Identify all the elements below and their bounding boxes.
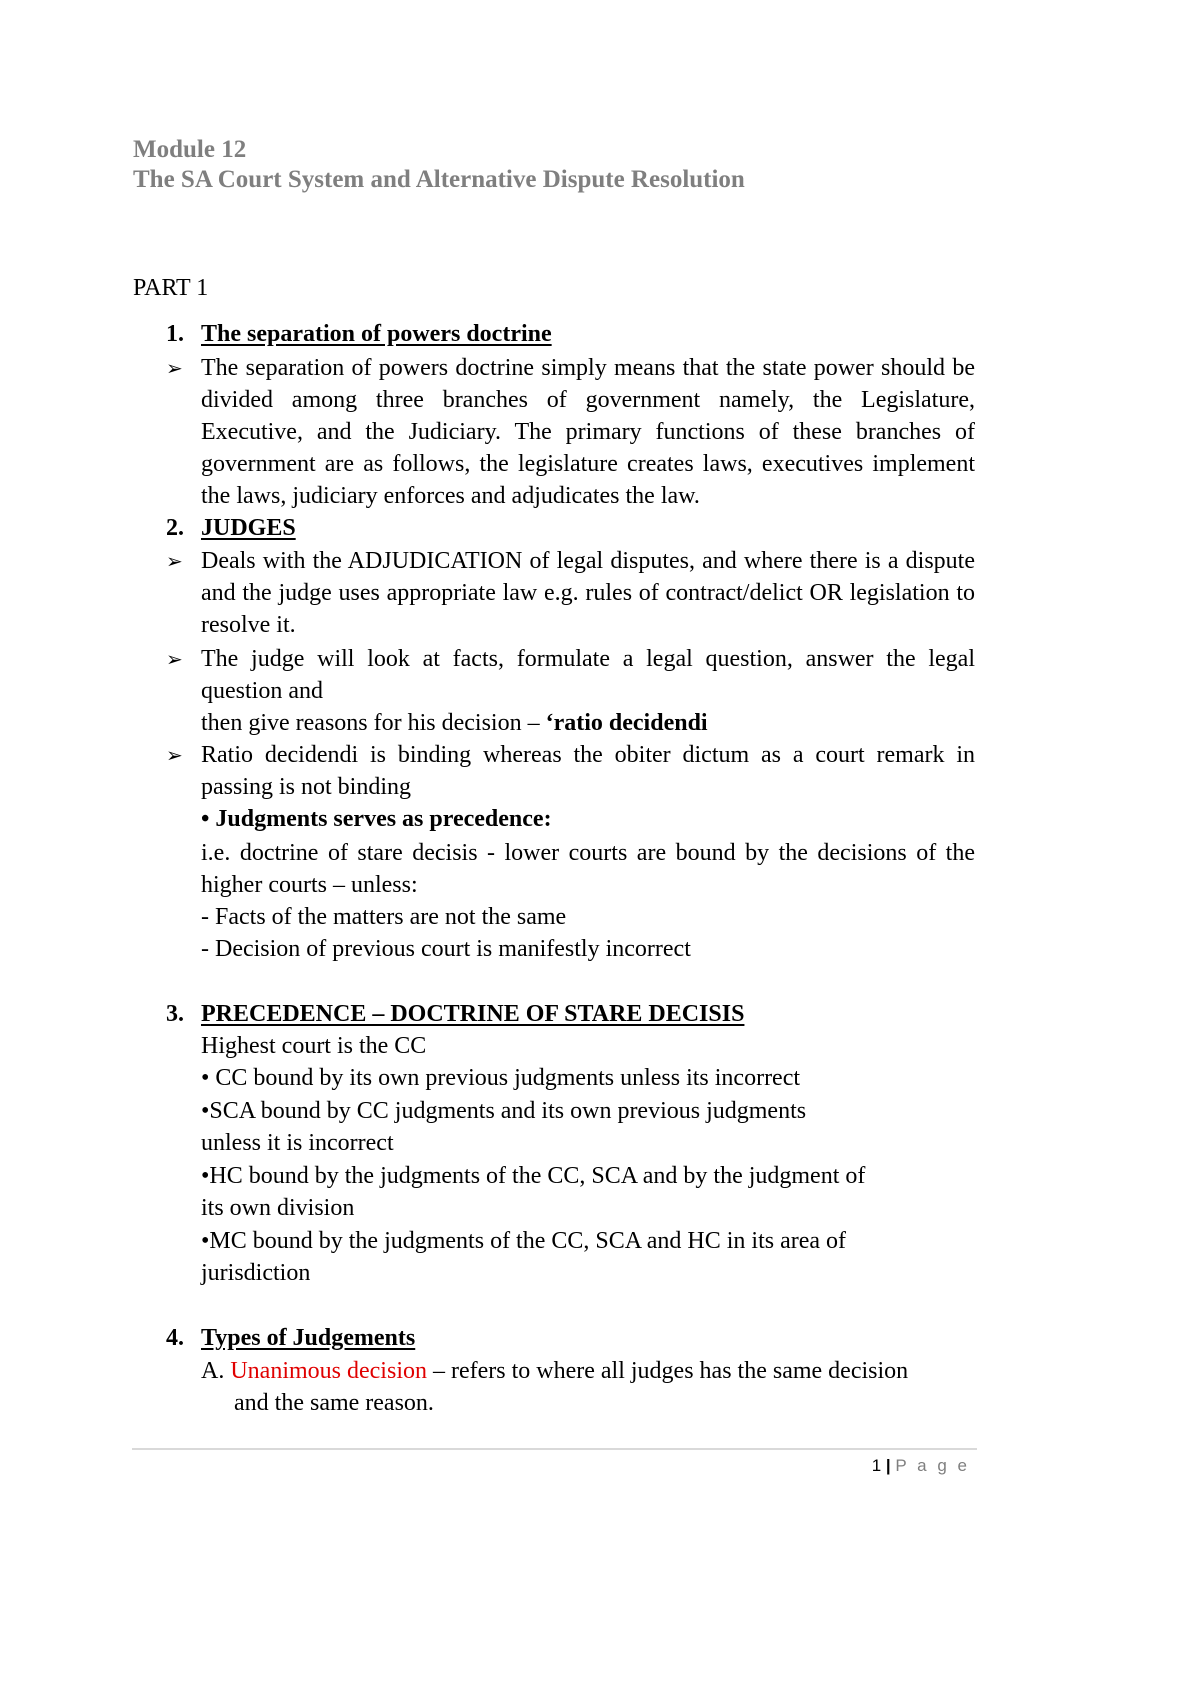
arrow-bullet-icon: ➢ [166,356,183,380]
section-heading: JUDGES [201,515,296,541]
separation-paragraph: The separation of powers doctrine simply means that the state power should be divided among three branches of government namely, the Legislature, Executive, and the Judiciary. The primary functions of these branches of government are as follows, the legislature creates laws, executives implement the laws, judiciary enforces and adjudicates the law. [201,355,975,509]
exception-item: - Decision of previous court is manifestly incorrect [201,936,691,962]
judges-bullet-1: Deals with the ADJUDICATION of legal disputes, and where there is a dispute and the judge uses appropriate law e.g. rules of contract/delict OR legislation to resolve it. [201,548,975,638]
section-number: 1. [166,321,184,347]
court-hierarchy-line: • CC bound by its own previous judgments unless its incorrect [201,1065,801,1091]
ratio-decidendi-term: ‘ratio decidendi [545,710,708,736]
section-number: 3. [166,1001,184,1027]
judgement-type-item [201,1355,908,1387]
item-description: – refers to where all judges has the same decision [426,1358,909,1384]
page-footer [872,1456,970,1476]
page-separator: | [885,1456,891,1475]
section-heading: Types of Judgements [201,1325,416,1351]
judges-bullet-2-continuation [201,707,708,739]
section-number: 4. [166,1325,184,1351]
court-hierarchy-line: its own division [201,1195,355,1221]
arrow-bullet-icon: ➢ [166,549,183,573]
section-heading: The separation of powers doctrine [201,321,552,347]
item-letter: A. [201,1358,225,1384]
document-title: The SA Court System and Alternative Dispute Resolution [133,166,745,193]
arrow-bullet-icon: ➢ [166,647,183,671]
court-hierarchy-line: •MC bound by the judgments of the CC, SCA and HC in its area of [201,1228,847,1254]
court-hierarchy-line: Highest court is the CC [201,1033,427,1059]
precedence-subheading: • Judgments serves as precedence: [201,806,552,832]
exception-item: - Facts of the matters are not the same [201,904,567,930]
item-description-continuation: and the same reason. [234,1390,434,1416]
module-number: Module 12 [133,136,247,163]
section-number: 2. [166,515,184,541]
court-hierarchy-line: •SCA bound by CC judgments and its own previous judgments [201,1098,807,1124]
page-number: 1 [871,1456,882,1475]
unanimous-decision-term: Unanimous decision [230,1358,427,1384]
court-hierarchy-line: unless it is incorrect [201,1130,394,1156]
judges-bullet-3: Ratio decidendi is binding whereas the obiter dictum as a court remark in passing is not binding [201,742,975,800]
judges-bullet-2: The judge will look at facts, formulate a legal question, answer the legal question and [201,646,975,704]
footer-divider [132,1448,977,1450]
arrow-bullet-icon: ➢ [166,743,183,767]
continuation-text: then give reasons for his decision – [201,710,546,736]
section-heading: PRECEDENCE – DOCTRINE OF STARE DECISIS [201,1001,745,1027]
court-hierarchy-line: jurisdiction [201,1260,311,1286]
page-label: P a g e [895,1456,970,1475]
court-hierarchy-line: •HC bound by the judgments of the CC, SCA and by the judgment of [201,1163,866,1189]
part-label: PART 1 [133,275,209,301]
stare-decisis-text: i.e. doctrine of stare decisis - lower courts are bound by the decisions of the higher courts – unless: [201,840,975,898]
